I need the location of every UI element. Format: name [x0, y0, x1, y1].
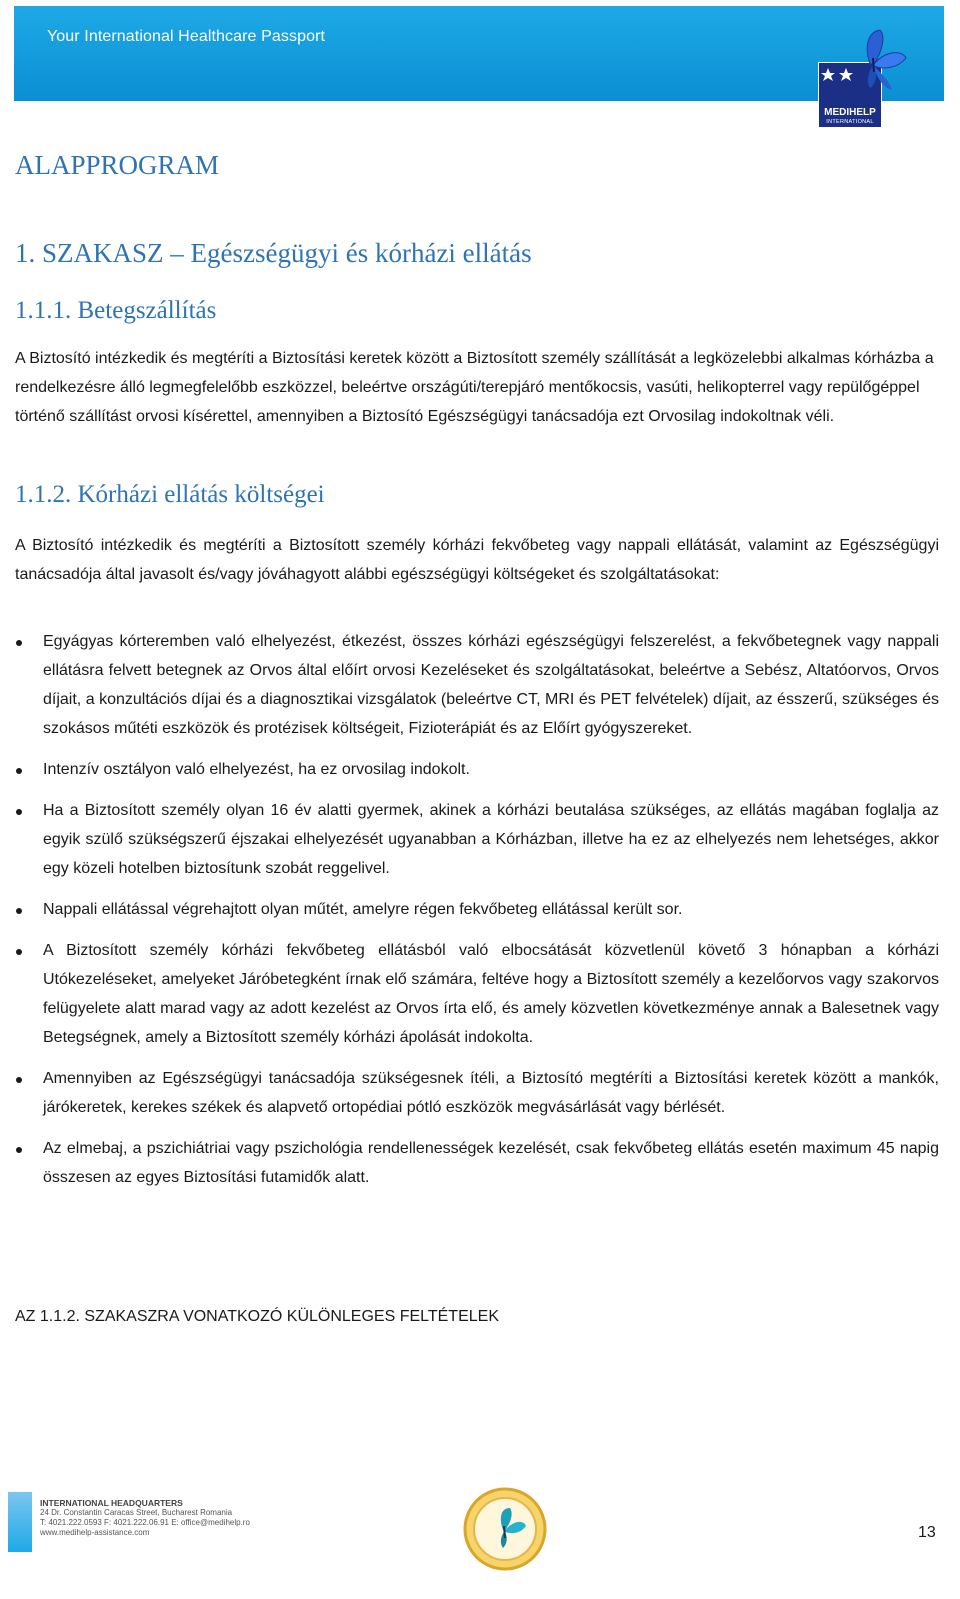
- bullet-icon: [16, 768, 22, 774]
- star-icon: [839, 68, 853, 81]
- butterfly-wing: [874, 66, 892, 90]
- subsection-1-text: A Biztosító intézkedik és megtéríti a Biztosítási keretek között a Biztosított személy szállítását a legközelebbi alkalmas kórházba a rendelkezésre álló legmegfelelőbb eszközzel, beleértve országúti/terepjáró mentőkocsis, vasúti, helikopterrel vagy repülőgéppel történő szállítást orvosi kísérettel, amennyiben a Biztosító Egészségügyi tanácsadója ezt Orvosilag indokoltnak véli.: [15, 350, 934, 425]
- star-icon: [821, 68, 835, 81]
- section-title: 1. SZAKASZ – Egészségügyi és kórházi ellátás: [15, 238, 532, 268]
- bullet-icon: [16, 908, 22, 914]
- hq-website: www.medihelp-assistance.com: [40, 1528, 150, 1537]
- headquarters-info: [40, 1498, 300, 1538]
- header-tagline: Your International Healthcare Passport: [47, 28, 326, 45]
- main-title: ALAPPROGRAM: [15, 150, 220, 180]
- hq-contacts: T: 4021.222.0593 F: 4021.222.06.91 E: office@medihelp.ro: [40, 1518, 250, 1527]
- list-item-text: Ha a Biztosított személy olyan 16 év alatti gyermek, akinek a kórházi beutalása szükséges, az ellátás magában foglalja az egyik szülő szükségszerű éjszakai elhelyezését ugyanabban a Kórházban, illetve ha ez az elhelyezés nem lehetséges, akkor egy közeli hotelben biztosítunk szobát reggelivel.: [43, 802, 939, 877]
- butterfly-icon: [818, 28, 908, 98]
- list-item: [15, 895, 939, 924]
- bullet-icon: [16, 949, 22, 955]
- footer-accent-bar: [8, 1492, 32, 1552]
- list-item: [15, 755, 939, 784]
- header-banner: [14, 6, 944, 101]
- bullet-icon: [16, 1077, 22, 1083]
- list-item: [15, 1064, 939, 1122]
- butterfly-body: [873, 58, 874, 72]
- subsection-2-title: 1.1.2. Kórházi ellátás költségei: [15, 481, 325, 508]
- logo-subtitle: INTERNATIONAL: [826, 119, 874, 125]
- bullet-icon: [16, 809, 22, 815]
- page-number: 13: [918, 1524, 936, 1541]
- medihelp-logo: [818, 28, 908, 128]
- list-item-text: Az elmebaj, a pszichiátriai vagy pszichológia rendellenességek kezelését, csak fekvőbeteg ellátás esetén maximum 45 napig összesen az egyes Biztosítási futamidők alatt.: [43, 1140, 939, 1186]
- list-item: [15, 627, 939, 743]
- logo-name: MEDIHELP: [824, 107, 876, 118]
- subsection-2-text: A Biztosító intézkedik és megtéríti a Biztosított személy kórházi fekvőbeteg vagy nappali ellátását, valamint az Egészségügyi tanácsadója által javasolt és/vagy jóváhagyott alábbi egészségügyi költségeket és szolgáltatásokat:: [15, 537, 939, 583]
- hq-title: INTERNATIONAL HEADQUARTERS: [40, 1498, 183, 1508]
- section-note: AZ 1.1.2. SZAKASZRA VONATKOZÓ KÜLÖNLEGES FELTÉTELEK: [15, 1308, 499, 1325]
- hq-address: 24 Dr. Constantin Caracas Street, Bucharest Romania: [40, 1508, 233, 1517]
- cost-list: [15, 627, 939, 1204]
- list-item-text: Amennyiben az Egészségügyi tanácsadója szükségesnek ítéli, a Biztosító megtéríti a Biztosítási keretek között a mankók, járókeretek, kerekes székek és alapvető ortopédiai pótló eszközök megvásárlását vagy bérlését.: [43, 1070, 939, 1116]
- list-item-text: Nappali ellátással végrehajtott olyan műtét, amelyre régen fekvőbeteg ellátással került sor.: [43, 901, 683, 918]
- list-item: [15, 1134, 939, 1192]
- list-item-text: A Biztosított személy kórházi fekvőbeteg ellátásból való elbocsátását közvetlenül követő 3 hónapban a kórházi Utókezeléseket, amelyeket Járóbetegként írnak elő számára, feltéve hogy a Biztosított személy a kezelőorvos vagy szakorvos felügyelete alatt marad vagy az adott kezelést az Orvos írta elő, és amely közvetlen következménye annak a Balesetnek vagy Betegségnek, amely a Biztosított személy kórházi ápolását indokolta.: [43, 942, 939, 1046]
- bullet-icon: [16, 1147, 22, 1153]
- bullet-icon: [16, 640, 22, 646]
- list-item: [15, 796, 939, 883]
- subsection-1-title: 1.1.1. Betegszállítás: [15, 297, 217, 324]
- list-item-text: Egyágyas kórteremben való elhelyezést, étkezést, összes kórházi egészségügyi felszerelést, a fekvőbetegnek vagy nappali ellátásra felvett betegnek az Orvos által előírt orvosi Kezeléseket és szolgáltatásokat, beleértve a Sebész, Altatóorvos, Orvos díjait, a konzultációs díjai és a diagnosztikai vizsgálatok (beleértve CT, MRI és PET felvételek) díjait, az ésszerű, szükséges és szokásos műtéti eszközök és protézisek költségeit, Fizioterápiát és az Előírt gyógyszereket.: [43, 633, 939, 737]
- seal-icon: [462, 1486, 548, 1572]
- list-item-text: Intenzív osztályon való elhelyezést, ha ez orvosilag indokolt.: [43, 761, 470, 778]
- list-item: [15, 936, 939, 1052]
